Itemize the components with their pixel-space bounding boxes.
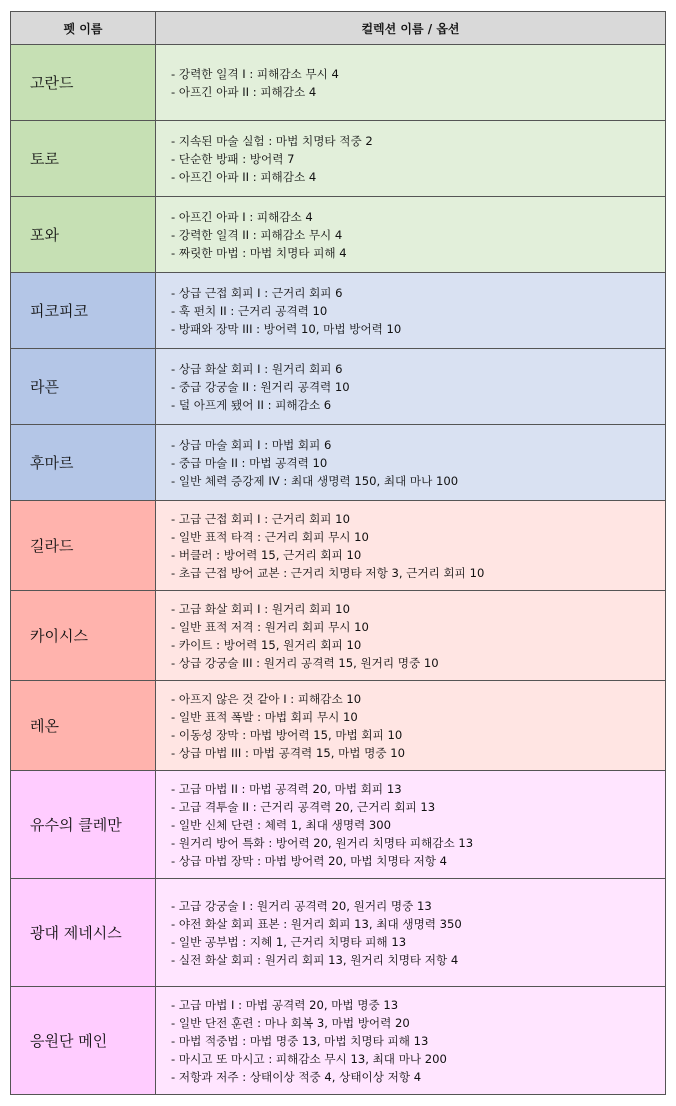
collection-option-line: - 단순한 방패 : 방어력 7 (171, 151, 295, 166)
collection-option-line: - 고급 격투술 II : 근거리 공격력 20, 근거리 회피 13 (171, 799, 436, 814)
collection-option-line: - 강력한 일격 I : 피해감소 무시 4 (171, 66, 339, 81)
collection-option-line: - 이동성 장막 : 마법 방어력 15, 마법 회피 10 (171, 727, 403, 742)
table-row (11, 681, 666, 771)
pet-collection-table (10, 11, 666, 1095)
table-row (11, 591, 666, 681)
collection-option-line: - 지속된 마술 실험 : 마법 치명타 적중 2 (171, 133, 373, 148)
collection-header: 컬렉션 이름 / 옵션 (156, 12, 666, 45)
pet-name-header: 펫 이름 (11, 12, 156, 45)
collection-options-cell (156, 501, 666, 591)
collection-option-line: - 상급 강궁술 III : 원거리 공격력 15, 원거리 명중 10 (171, 655, 439, 670)
table-row (11, 879, 666, 987)
pet-name-cell: 라픈 (11, 349, 156, 425)
collection-option-line: - 아프긴 아파 II : 피해감소 4 (171, 84, 317, 99)
pet-name-cell: 카이시스 (11, 591, 156, 681)
collection-option-line: - 아프긴 아파 II : 피해감소 4 (171, 169, 317, 184)
collection-option-line: - 초급 근접 방어 교본 : 근거리 치명타 저항 3, 근거리 회피 10 (171, 565, 485, 580)
table-row (11, 273, 666, 349)
pet-name-cell: 고란드 (11, 45, 156, 121)
collection-options-cell (156, 987, 666, 1095)
pet-collection-table-container (10, 11, 666, 1095)
collection-option-line: - 일반 표적 타격 : 근거리 회피 무시 10 (171, 529, 369, 544)
table-header-row (11, 12, 666, 45)
table-row (11, 987, 666, 1095)
pet-name-cell: 유수의 클레만 (11, 771, 156, 879)
collection-option-line: - 방패와 장막 III : 방어력 10, 마법 방어력 10 (171, 321, 402, 336)
table-row (11, 501, 666, 591)
collection-option-line: - 버클러 : 방어력 15, 근거리 회피 10 (171, 547, 362, 562)
collection-option-line: - 일반 신체 단련 : 체력 1, 최대 생명력 300 (171, 817, 392, 832)
collection-option-line: - 일반 표적 저격 : 원거리 회피 무시 10 (171, 619, 369, 634)
pet-name-cell: 광대 제네시스 (11, 879, 156, 987)
collection-options-cell (156, 273, 666, 349)
collection-option-line: - 야전 화살 회피 표본 : 원거리 회피 13, 최대 생명력 350 (171, 916, 462, 931)
collection-options-cell (156, 45, 666, 121)
collection-option-line: - 아프긴 아파 I : 피해감소 4 (171, 209, 313, 224)
collection-option-line: - 고급 근접 회피 I : 근거리 회피 10 (171, 511, 350, 526)
table-row (11, 425, 666, 501)
collection-option-line: - 일반 공부법 : 지혜 1, 근거리 치명타 피해 13 (171, 934, 407, 949)
collection-options-cell (156, 591, 666, 681)
table-row (11, 771, 666, 879)
collection-option-line: - 실전 화살 회피 : 원거리 회피 13, 원거리 치명타 저항 4 (171, 952, 459, 967)
table-row (11, 197, 666, 273)
collection-option-line: - 일반 표적 폭발 : 마법 회피 무시 10 (171, 709, 358, 724)
collection-option-line: - 상급 마법 III : 마법 공격력 15, 마법 명중 10 (171, 745, 405, 760)
pet-name-cell: 길라드 (11, 501, 156, 591)
collection-option-line: - 일반 체력 증강제 IV : 최대 생명력 150, 최대 마나 100 (171, 473, 459, 488)
collection-option-line: - 강력한 일격 II : 피해감소 무시 4 (171, 227, 343, 242)
collection-options-cell (156, 425, 666, 501)
pet-name-cell: 레온 (11, 681, 156, 771)
collection-option-line: - 고급 마법 II : 마법 공격력 20, 마법 회피 13 (171, 781, 402, 796)
collection-option-line: - 마법 적중법 : 마법 명중 13, 마법 치명타 피해 13 (171, 1033, 429, 1048)
collection-options-cell (156, 879, 666, 987)
collection-option-line: - 상급 마술 회피 I : 마법 회피 6 (171, 437, 332, 452)
pet-name-cell: 응원단 메인 (11, 987, 156, 1095)
table-row (11, 349, 666, 425)
collection-option-line: - 상급 화살 회피 I : 원거리 회피 6 (171, 361, 343, 376)
collection-option-line: - 중급 강궁술 II : 원거리 공격력 10 (171, 379, 350, 394)
collection-option-line: - 상급 마법 장막 : 마법 방어력 20, 마법 치명타 저항 4 (171, 853, 448, 868)
pet-name-cell: 포와 (11, 197, 156, 273)
pet-name-cell: 후마르 (11, 425, 156, 501)
collection-option-line: - 마시고 또 마시고 : 피해감소 무시 13, 최대 마나 200 (171, 1051, 447, 1066)
table-row (11, 45, 666, 121)
pet-name-cell: 피코피코 (11, 273, 156, 349)
collection-option-line: - 훅 펀치 II : 근거리 공격력 10 (171, 303, 328, 318)
collection-option-line: - 덜 아프게 됐어 II : 피해감소 6 (171, 397, 332, 412)
collection-option-line: - 아프지 않은 것 같아 I : 피해감소 10 (171, 691, 362, 706)
collection-option-line: - 고급 마법 I : 마법 공격력 20, 마법 명중 13 (171, 997, 399, 1012)
collection-options-cell (156, 349, 666, 425)
collection-option-line: - 카이트 : 방어력 15, 원거리 회피 10 (171, 637, 362, 652)
collection-options-cell (156, 681, 666, 771)
collection-options-cell (156, 197, 666, 273)
collection-option-line: - 짜릿한 마법 : 마법 치명타 피해 4 (171, 245, 347, 260)
table-body (11, 45, 666, 1095)
collection-option-line: - 고급 화살 회피 I : 원거리 회피 10 (171, 601, 350, 616)
pet-name-cell: 토로 (11, 121, 156, 197)
collection-option-line: - 고급 강궁술 I : 원거리 공격력 20, 원거리 명중 13 (171, 898, 432, 913)
collection-option-line: - 원거리 방어 특화 : 방어력 20, 원거리 치명타 피해감소 13 (171, 835, 474, 850)
collection-option-line: - 일반 단전 훈련 : 마나 회복 3, 마법 방어력 20 (171, 1015, 410, 1030)
collection-options-cell (156, 771, 666, 879)
collection-option-line: - 저항과 저주 : 상태이상 적중 4, 상태이상 저항 4 (171, 1069, 422, 1084)
collection-options-cell (156, 121, 666, 197)
collection-option-line: - 상급 근접 회피 I : 근거리 회피 6 (171, 285, 343, 300)
collection-option-line: - 중급 마술 II : 마법 공격력 10 (171, 455, 328, 470)
table-row (11, 121, 666, 197)
